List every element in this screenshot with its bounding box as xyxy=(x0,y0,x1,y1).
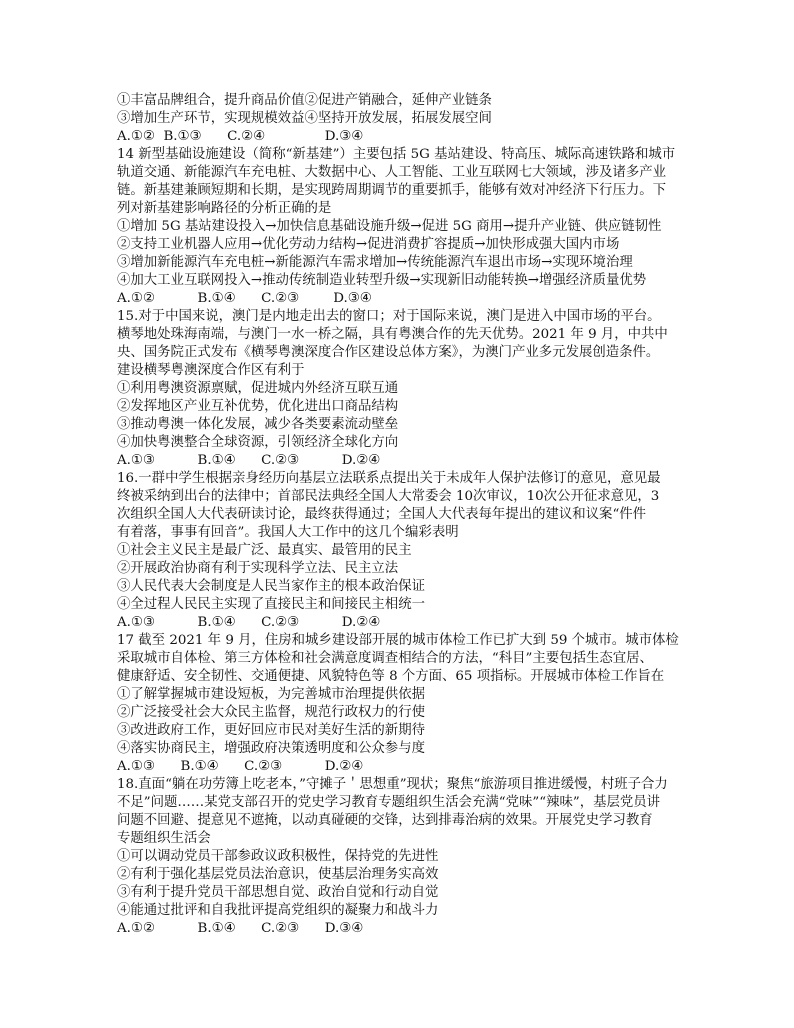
answer-choices: A.①③ B.①④ C.②③ D.②④ xyxy=(117,759,364,774)
answer-choices: A.①③ B.①④ C.②③ D.②④ xyxy=(117,453,381,468)
question-stem: 17 截至 2021 年 9 月，住房和城乡建设部开展的城市体检工作已扩大到 59 个城市。城市体检 xyxy=(117,633,679,648)
option-line: ①丰富品牌组合，提升商品价值②促进产销融合，延伸产业链条 xyxy=(117,93,492,108)
question-stem: 横琴地处珠海南端，与澳门一水一桥之隔，具有粤澳合作的先天优势。2021 年 9 月，中共中 xyxy=(117,327,668,342)
option-line: ②有利于强化基层党员法治意识，使基层治理务实高效 xyxy=(117,867,439,882)
question-14 xyxy=(117,146,677,308)
option-line: ②支持工业机器人应用→优化劳动力结构→促进消费扩容提质→加快形成强大国内市场 xyxy=(117,237,620,252)
question-stem: 16.一群中学生根据亲身经历向基层立法联系点提出关于未成年人保护法修订的意见，意见最 xyxy=(117,471,661,486)
option-line: ②发挥地区产业互补优势，优化进出口商品结构 xyxy=(117,399,399,414)
option-line: ③改进政府工作，更好回应市民对美好生活的新期待 xyxy=(117,723,425,738)
question-16 xyxy=(117,470,677,632)
option-line: ③增加生产环节，实现规模效益④坚持开放发展，拓展发展空间 xyxy=(117,111,492,126)
question-stem: 专题组织生活会 xyxy=(117,831,211,846)
option-line: ④落实协商民主，增强政府决策透明度和公众参与度 xyxy=(117,741,425,756)
option-line: ①可以调动党员干部参政议政积极性，保持党的先进性 xyxy=(117,849,439,864)
question-stem: 次组织全国人大代表研读讨论，最终获得通过；全国人大代表每年提出的建议和议案“件件 xyxy=(117,507,647,522)
question-stem: 问题不回避、提意见不遮掩，以动真碰硬的交锋，达到排毒治病的效果。开展党史学习教育 xyxy=(117,813,653,828)
question-stem: 链。新基建兼顾短期和长期，是实现跨周期调节的重要抓手，能够有效对冲经济下行压力。下 xyxy=(117,183,667,198)
question-stem: 建设横琴粤澳深度合作区有利于 xyxy=(117,363,305,378)
question-stem: 14 新型基础设施建设（简称“新基建”）主要包括 5G 基站建设、特高压、城际高速铁路和城市 xyxy=(117,147,676,162)
option-line: ④全过程人民民主实现了直接民主和间接民主相统一 xyxy=(117,597,425,612)
option-line: ④加快粤澳整合全球资源，引领经济全球化方向 xyxy=(117,435,399,450)
answer-choices: A.①② B.①④ C.②③ D.③④ xyxy=(117,921,364,936)
option-line: ③推动粤澳一体化发展，减少各类要素流动壁垒 xyxy=(117,417,399,432)
option-line: ①利用粤澳资源禀赋，促进城内外经济互联互通 xyxy=(117,381,399,396)
question-stem: 15.对于中国来说，澳门是内地走出去的窗口；对于国际来说，澳门是进入中国市场的平台。 xyxy=(117,309,661,324)
option-line: ③增加新能源汽车充电桩→新能源汽车需求增加→传统能源汽车退出市场→实现环境治理 xyxy=(117,255,633,270)
option-line: ②广泛接受社会大众民主监督，规范行政权力的行使 xyxy=(117,705,425,720)
option-line: ①了解掌握城市建设短板，为完善城市治理提供依据 xyxy=(117,687,425,702)
option-line: ④能通过批评和自我批评提高党组织的凝聚力和战斗力 xyxy=(117,903,439,918)
answer-choices: A.①③ B.①④ C.②③ D.②④ xyxy=(117,615,381,630)
question-stem: 健康舒适、安全韧性、交通便捷、风貌特色等 8 个方面、65 项指标。开展城市体检工作旨在 xyxy=(117,669,665,684)
answer-choices: A.①② B.①④ C.②③ D.③④ xyxy=(117,291,372,306)
question-stem: 不足”问题……某党支部召开的党史学习教育专题组织生活会充满“党味”“辣味”，基层党员讲 xyxy=(117,795,661,810)
option-line: ④加大工业互联网投入→推动传统制造业转型升级→实现新旧动能转换→增强经济质量优势 xyxy=(117,273,647,288)
question-stem: 列对新基建影响路径的分析正确的是 xyxy=(117,201,332,216)
question-stem: 18.直面“躺在功劳簿上吃老本，”守摊子＇思想重”现状；聚焦“旅游项目推进缓慢，村班子合力 xyxy=(117,777,668,792)
option-line: ①社会主义民主是最广泛、最真实、最管用的民主 xyxy=(117,543,412,558)
question-stem: 轨道交通、新能源汽车充电桩、大数据中心、人工智能、工业互联网七大领域，涉及诸多产业 xyxy=(117,165,667,180)
option-line: ①增加 5G 基站建设投入→加快信息基础设施升级→促进 5G 商用→提升产业链、供应链韧性 xyxy=(117,219,662,234)
question-stem: 有着落，事事有回音”。我国人大工作中的这几个编彩表明 xyxy=(117,525,459,540)
question-stem: 终被采纳到出台的法律中；首部民法典经全国人大常委会 10次审议，10次公开征求意见，3 xyxy=(117,489,660,504)
option-line: ②开展政治协商有利于实现科学立法、民主立法 xyxy=(117,561,399,576)
question-15 xyxy=(117,308,677,470)
question-17 xyxy=(117,632,677,776)
answer-choices: A.①② B.①③ C.②④ D.③④ xyxy=(117,129,364,144)
option-line: ③人民代表大会制度是人民当家作主的根本政治保证 xyxy=(117,579,425,594)
option-line: ③有利于提升党员干部思想自觉、政治自觉和行动自觉 xyxy=(117,885,439,900)
question-stem: 采取城市自体检、第三方体检和社会满意度调查相结合的方法，“科目”主要包括生态宜居、 xyxy=(117,651,653,666)
question-stem: 央、国务院正式发布《横琴粤澳深度合作区建设总体方案》，为澳门产业多元发展创造条件。 xyxy=(117,345,660,360)
exam-content xyxy=(117,92,677,938)
question-18 xyxy=(117,776,677,938)
intro-block xyxy=(117,92,677,146)
